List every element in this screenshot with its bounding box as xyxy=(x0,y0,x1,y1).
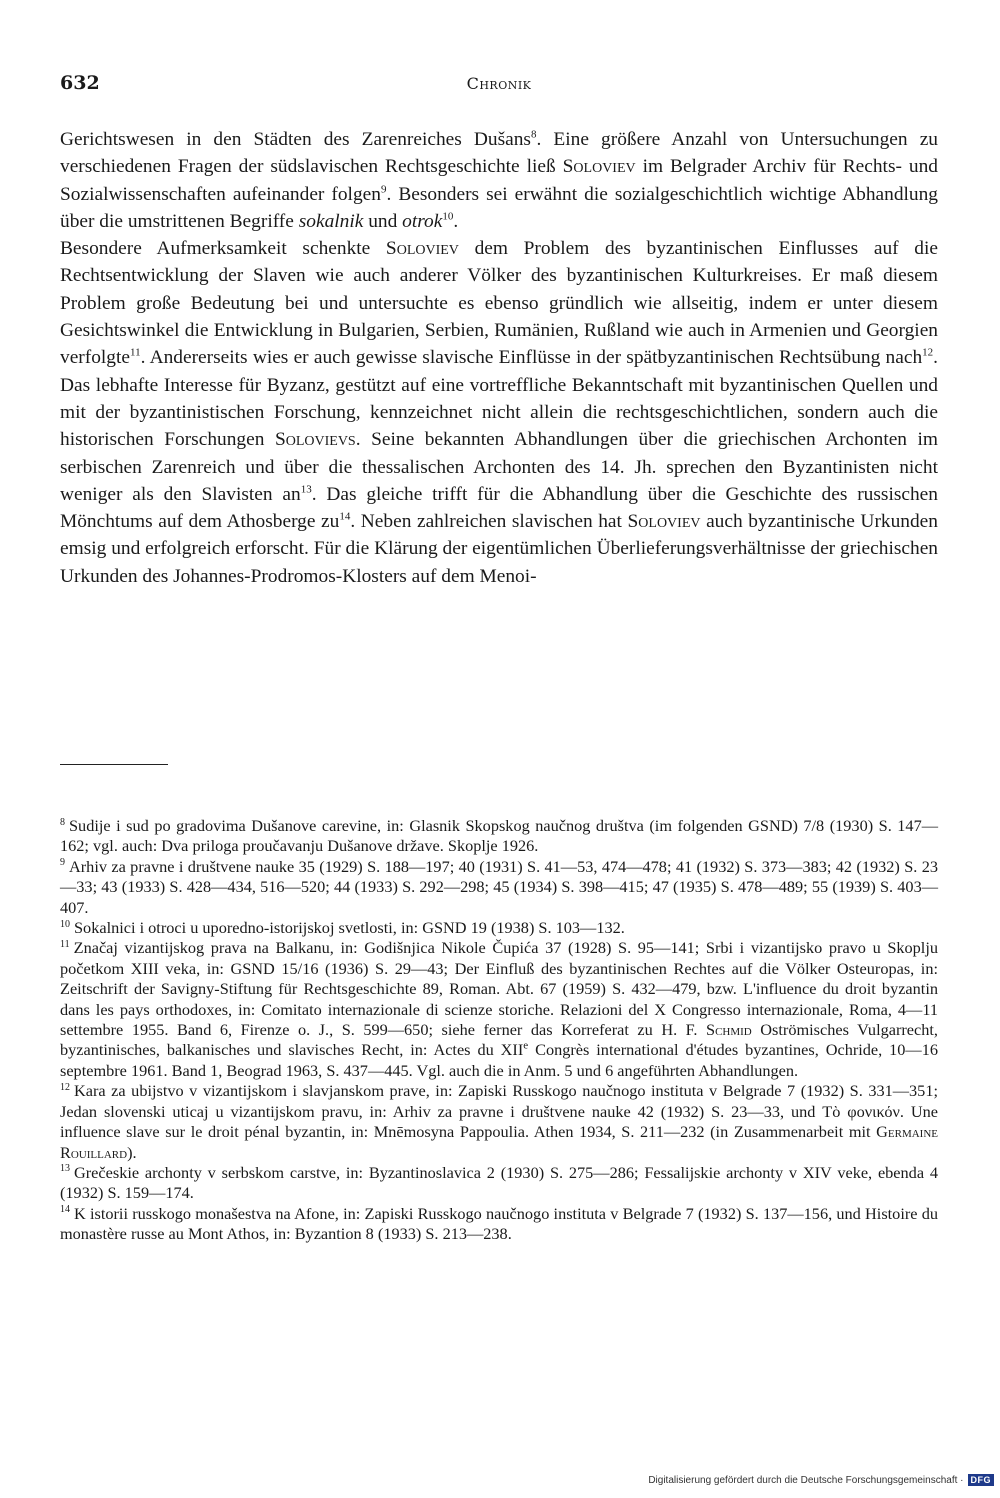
footnote-ref-9[interactable]: 9 xyxy=(380,183,387,196)
footer-text: Digitalisierung gefördert durch die Deutsche Forschungsgemeinschaft · xyxy=(648,1474,964,1486)
footnote-ref-14[interactable]: 14 xyxy=(339,510,351,523)
footnote-12: $^{12}$ Kara za ubijstvo v vizantijskom i slavjanskom prave, in: Zapiski Russkogo naučnogo instituta v Belgrade 7 (1932) S. 331—351; Jedan slovenski uticaj u vizantijskom pravu, in: Arhiv za pravne i društvene nauke 42 (1932) S. 23—33, und Τὸ φονικόν. Une influence slave sur le droit pénal byzantin, in: Mnēmosyna Pappoulia. Athen 1934, S. 211—232 (in Zusammenarbeit mit Germaine Rouillard). xyxy=(60,1081,938,1162)
footnote-ref-10[interactable]: 10 xyxy=(442,210,454,223)
running-head: Chronik xyxy=(466,74,532,93)
footnote-10: $^{10}$ Sokalnici i otroci u uporedno-istorijskoj svetlosti, in: GSND 19 (1938) S. 103—132. xyxy=(60,918,625,938)
dfg-logo: DFG xyxy=(968,1474,995,1486)
footnote-13: $^{13}$ Grečeskie archonty v serbskom carstve, in: Byzantinoslavica 2 (1930) S. 275—286; Fessalijskie archonty v XIV veke, ebenda 4 (1932) S. 159—174. xyxy=(60,1162,938,1203)
page-header xyxy=(60,72,938,102)
footnotes xyxy=(60,816,938,1245)
paragraph-2: Besondere Aufmerksamkeit schenkte Soloviev dem Problem des byzantinischen Einflusses auf die Rechtsentwicklung der Slaven wie auch anderer Völker des byzantinischen Kulturkreises. Er maß diesem Problem große Bedeutung bei und untersuchte es ebenso gründlich wie allseitig, indem er unter diesem Gesichtswinkel die Entwicklung in Bulgarien, Serbien, Rumänien, Rußland wie auch in Armenien und Georgien verfolgte$^{11}$. Andererseits wies er auch gewisse slavische Einflüsse in der spätbyzantinischen Rechtsübung nach$^{12}$. Das lebhafte Interesse für Byzanz, gestützt auf eine vortreffliche Bekanntschaft mit byzantinischen Quellen und mit der byzantinistischen Forschung, kennzeichnet nicht allein die rechtsgeschichtlichen, sondern auch die historischen Forschungen Solovievs. Seine bekannten Abhandlungen über die griechischen Archonten im serbischen Zarenreich und über die thessalischen Archonten des 14. Jh. sprechen den Byzantinisten nicht weniger als den Slavisten $an^{13}$. Das gleiche trifft für die Abhandlung über die Geschichte des russischen Mönchtums auf dem Athosberge $zu^{14}$. Neben zahlreichen slavischen hat Soloviev auch byzantinische Urkunden emsig und erfolgreich erforscht. Für die Klärung der eigentümlichen Überlieferungsverhältnisse der griechischen Urkunden des Johannes-Prodromos-Klosters auf dem Menoi- xyxy=(60,238,939,587)
author-name: Soloviev xyxy=(562,156,636,178)
footnote-ref-13[interactable]: 13 xyxy=(300,483,312,496)
footnote-ref-8[interactable]: 8 xyxy=(530,128,537,141)
body-text xyxy=(60,126,938,590)
author-name: Solovievs xyxy=(274,429,356,451)
digitization-footer xyxy=(648,1474,994,1486)
author-name: Soloviev xyxy=(385,238,459,260)
footnote-9: $^9$ Arhiv za pravne i društvene nauke 35 (1929) S. 188—197; 40 (1931) S. 41—53, 474—478; 41 (1932) S. 373—383; 42 (1932) S. 23—33; 43 (1933) S. 428—434, 516—520; 44 (1933) S. 292—298; 45 (1934) S. 398—415; 47 (1935) S. 478—489; 55 (1939) S. 403—407. xyxy=(60,856,938,917)
author-name: Soloviev xyxy=(627,511,701,533)
paragraph-1: Gerichtswesen in den Städten des Zarenreiches Dušans$^8$. Eine größere Anzahl von Untersuchungen zu verschiedenen Fragen der südslavischen Rechtsgeschichte ließ Soloviev im Belgrader Archiv für Rechts- und Sozialwissenschaften aufeinander folgen$^9$. Besonders sei erwähnt die sozialgeschichtlich wichtige Abhandlung über die umstrittenen Begriffe sokalnik und otrok$^{10}$. xyxy=(60,128,938,232)
footnote-divider xyxy=(60,764,168,765)
footnote-14: $^{14}$ K istorii russkogo monašestva na Afone, in: Zapiski Russkogo naučnogo instituta v Belgrade 7 (1932) S. 137—156, und Histoire du monastère russe au Mont Athos, in: Byzantion 8 (1933) S. 213—238. xyxy=(60,1203,938,1244)
footnote-ref-12[interactable]: 12 xyxy=(922,346,934,359)
page-number: 632 xyxy=(60,72,100,94)
footnote-11: $^{11}$ Značaj vizantijskog prava na Balkanu, in: Godišnjica Nikole Čupića 37 (1928) S. 95—141; Srbi i vizantijsko pravo u Skoplju početkom XIII veka, in: GSND 15/16 (1936) S. 29—43; Der Einfluß des byzantinischen Rechtes auf die Völker Osteuropas, in: Zeitschrift der Savigny-Stiftung für Rechtsgeschichte 89, Roman. Abt. 67 (1959) S. 432—479, bzw. L'influence du droit byzantin dans les pays orthodoxes, in: Comitato internazionale di scienze storiche. Relazioni del X Congresso internazionale, Roma, 4—11 settembre 1955. Band 6, Firenze o. J., S. 599—650; siehe ferner das Korreferat zu H. F. Schmid Oströmisches Vulgarrecht, byzantinisches, balkanisches und slavisches Recht, in: Actes du XIIe Congrès international d'études byzantines, Ochride, 10—16 septembre 1961. Band 1, Beograd 1963, S. 437—445. Vgl. auch die in Anm. 5 und 6 angeführten Abhandlungen. xyxy=(60,938,938,1080)
footnote-ref-11[interactable]: 11 xyxy=(130,346,141,359)
footnote-8: $^8$ Sudije i sud po gradovima Dušanove carevine, in: Glasnik Skopskog naučnog društva (im folgenden GSND) 7/8 (1930) S. 147—162; vgl. auch: Dva priloga proučavanju Dušanove države. Skoplje 1926. xyxy=(60,816,938,856)
